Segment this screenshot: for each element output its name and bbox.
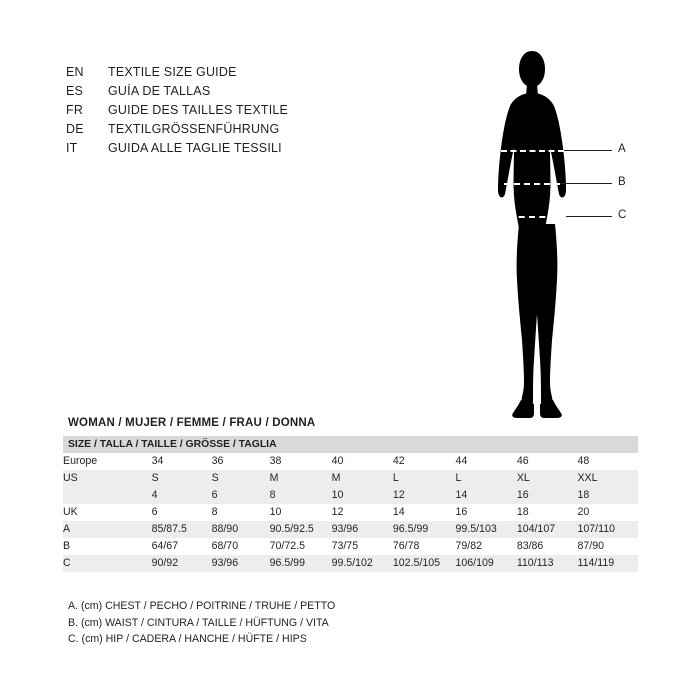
- cell-a-2: 90.5/92.5: [270, 521, 332, 538]
- leader-line-c: [566, 216, 612, 217]
- language-code-fr: FR: [66, 103, 84, 117]
- cell-europe-1: 36: [212, 453, 270, 470]
- measure-line-hip: [498, 216, 566, 218]
- language-text-fr: GUIDE DES TAILLES TEXTILE: [108, 103, 289, 117]
- row-label-europe: Europe: [63, 453, 152, 470]
- language-text-de: TEXTILGRÖSSENFÜHRUNG: [108, 122, 280, 136]
- cell-c-0: 90/92: [152, 555, 212, 572]
- cell-c-3: 99.5/102: [332, 555, 393, 572]
- table-row: [63, 436, 638, 453]
- cell-europe-2: 38: [270, 453, 332, 470]
- cell-us-5: L: [456, 470, 517, 487]
- cell-b-2: 70/72.5: [270, 538, 332, 555]
- cell-a-5: 99.5/103: [456, 521, 517, 538]
- language-list: [66, 63, 426, 158]
- cell-c-2: 96.5/99: [270, 555, 332, 572]
- cell-a-0: 85/87.5: [152, 521, 212, 538]
- cell-uk-1: 8: [212, 504, 270, 521]
- cell-us-num-3: 10: [332, 487, 393, 504]
- cell-c-5: 106/109: [456, 555, 517, 572]
- language-row-it: [66, 139, 426, 158]
- cell-europe-0: 34: [152, 453, 212, 470]
- language-code-it: IT: [66, 141, 78, 155]
- row-label-uk: UK: [63, 504, 152, 521]
- table-row: [63, 521, 638, 538]
- legend-line-b: B. (cm) WAIST / CINTURA / TAILLE / HÜFTUNG / VITA: [68, 616, 329, 629]
- cell-b-6: 83/86: [517, 538, 578, 555]
- table-row: [63, 453, 638, 470]
- cell-us-6: XL: [517, 470, 578, 487]
- table-row: [63, 538, 638, 555]
- cell-b-1: 68/70: [212, 538, 270, 555]
- marker-label-c: C: [618, 209, 627, 221]
- cell-a-6: 104/107: [517, 521, 578, 538]
- cell-b-0: 64/67: [152, 538, 212, 555]
- cell-us-num-4: 12: [393, 487, 456, 504]
- legend-line-c: C. (cm) HIP / CADERA / HANCHE / HÜFTE / HIPS: [68, 633, 307, 645]
- size-table-header-label: SIZE / TALLA / TAILLE / GRÖSSE / TAGLIA: [63, 436, 638, 453]
- table-caption: WOMAN / MUJER / FEMME / FRAU / DONNA: [68, 417, 316, 429]
- cell-us-4: L: [393, 470, 456, 487]
- cell-uk-7: 20: [577, 504, 638, 521]
- language-row-fr: [66, 101, 426, 120]
- language-code-en: EN: [66, 65, 84, 79]
- cell-b-4: 76/78: [393, 538, 456, 555]
- cell-us-num-2: 8: [270, 487, 332, 504]
- table-row: [63, 470, 638, 487]
- marker-label-b: B: [618, 176, 626, 188]
- row-label-b: B: [63, 538, 152, 555]
- language-text-en: TEXTILE SIZE GUIDE: [108, 65, 237, 79]
- cell-c-6: 110/113: [517, 555, 578, 572]
- cell-b-5: 79/82: [456, 538, 517, 555]
- cell-us-num-5: 14: [456, 487, 517, 504]
- body-figure: [470, 48, 650, 423]
- cell-c-4: 102.5/105: [393, 555, 456, 572]
- cell-europe-5: 44: [456, 453, 517, 470]
- leader-line-a: [564, 150, 612, 151]
- cell-uk-6: 18: [517, 504, 578, 521]
- row-label-c: C: [63, 555, 152, 572]
- cell-c-7: 114/119: [577, 555, 638, 572]
- table-row: [63, 504, 638, 521]
- cell-us-0: S: [152, 470, 212, 487]
- row-label-us: US: [63, 470, 152, 487]
- table-row: [63, 487, 638, 504]
- cell-a-1: 88/90: [212, 521, 270, 538]
- cell-us-num-0: 4: [152, 487, 212, 504]
- cell-b-3: 73/75: [332, 538, 393, 555]
- cell-europe-3: 40: [332, 453, 393, 470]
- language-row-es: [66, 82, 426, 101]
- cell-uk-3: 12: [332, 504, 393, 521]
- cell-b-7: 87/90: [577, 538, 638, 555]
- language-text-es: GUÍA DE TALLAS: [108, 84, 211, 98]
- language-row-de: [66, 120, 426, 139]
- measurement-legend: [68, 598, 335, 648]
- language-text-it: GUIDA ALLE TAGLIE TESSILI: [108, 141, 282, 155]
- language-code-de: DE: [66, 122, 84, 136]
- row-label-a: A: [63, 521, 152, 538]
- measure-line-waist: [504, 183, 560, 185]
- marker-label-a: A: [618, 143, 626, 155]
- cell-a-3: 93/96: [332, 521, 393, 538]
- cell-europe-4: 42: [393, 453, 456, 470]
- row-label-us-numeric: [63, 487, 152, 504]
- cell-us-1: S: [212, 470, 270, 487]
- cell-us-7: XXL: [577, 470, 638, 487]
- cell-uk-4: 14: [393, 504, 456, 521]
- cell-a-4: 96.5/99: [393, 521, 456, 538]
- cell-us-3: M: [332, 470, 393, 487]
- cell-a-7: 107/110: [577, 521, 638, 538]
- language-code-es: ES: [66, 84, 84, 98]
- size-table: [63, 436, 638, 572]
- language-row-en: [66, 63, 426, 82]
- female-silhouette-icon: [470, 48, 650, 423]
- cell-us-2: M: [270, 470, 332, 487]
- cell-uk-2: 10: [270, 504, 332, 521]
- cell-europe-6: 46: [517, 453, 578, 470]
- cell-us-num-7: 18: [577, 487, 638, 504]
- cell-c-1: 93/96: [212, 555, 270, 572]
- table-row: [63, 555, 638, 572]
- leader-line-b: [560, 183, 612, 184]
- cell-uk-0: 6: [152, 504, 212, 521]
- cell-europe-7: 48: [577, 453, 638, 470]
- cell-uk-5: 16: [456, 504, 517, 521]
- legend-line-a: A. (cm) CHEST / PECHO / POITRINE / TRUHE / PETTO: [68, 600, 336, 612]
- measure-line-chest: [501, 150, 564, 152]
- cell-us-num-1: 6: [212, 487, 270, 504]
- cell-us-num-6: 16: [517, 487, 578, 504]
